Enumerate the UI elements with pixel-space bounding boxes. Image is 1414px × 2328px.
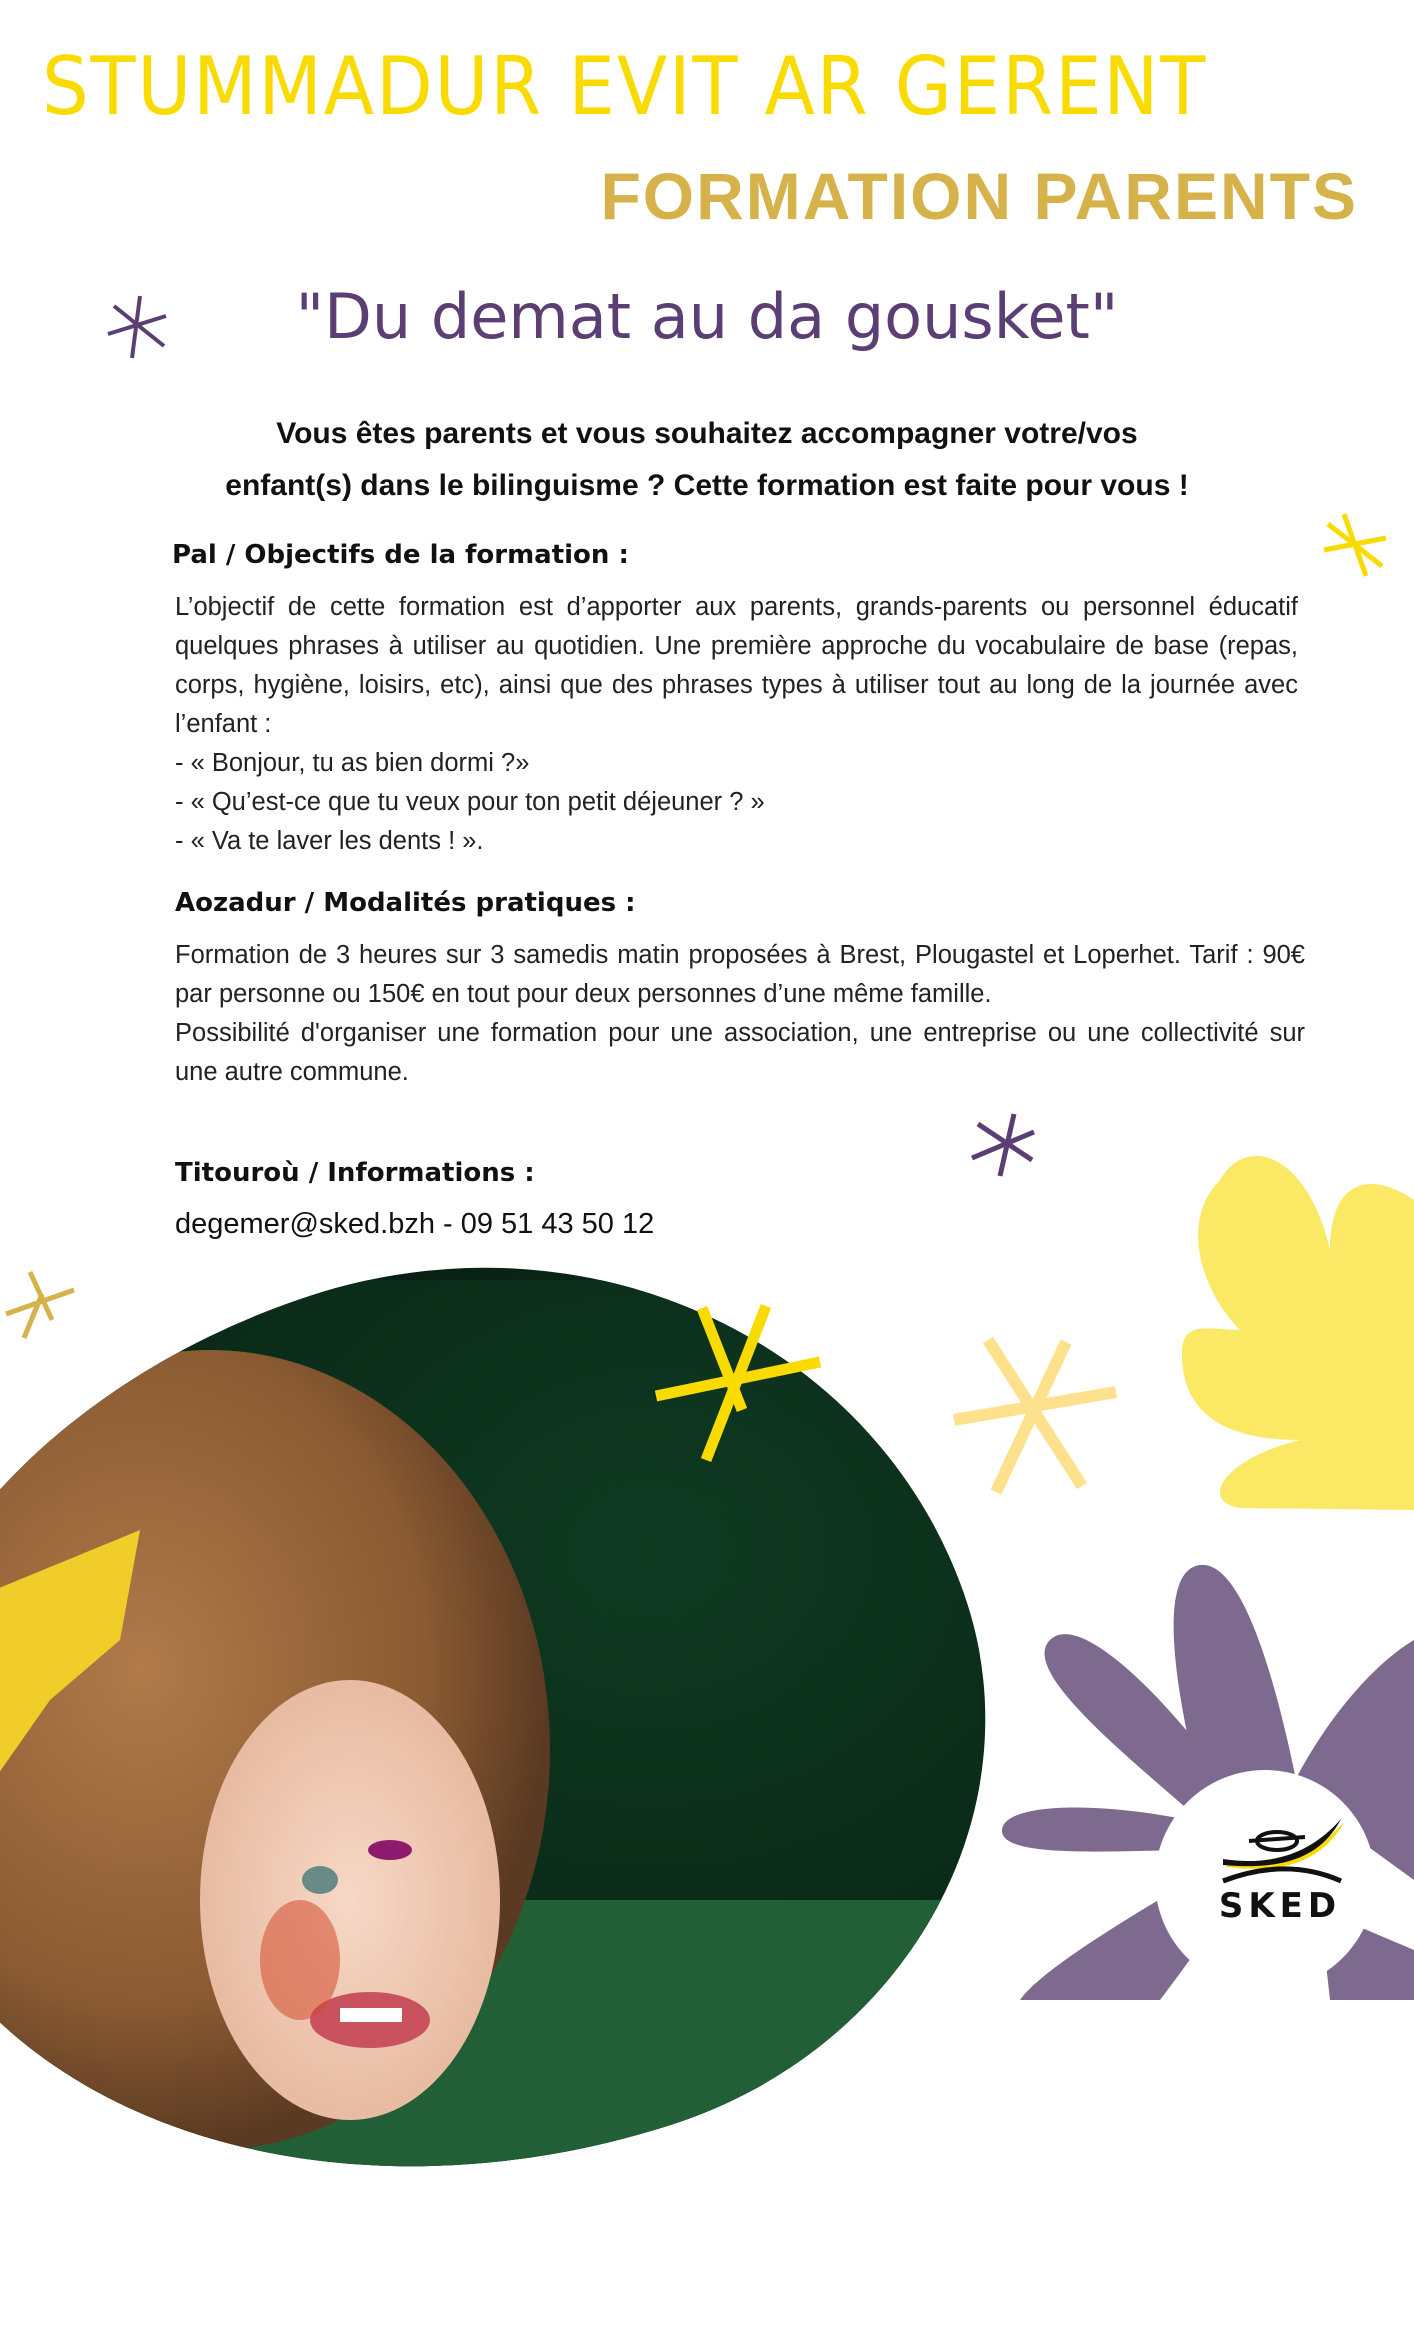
intro-line-1: Vous êtes parents et vous souhaitez accompagner votre/vos — [276, 417, 1138, 450]
practical-paragraph-2: Possibilité d'organiser une formation pour une association, une entreprise ou une collectivité sur une autre commune. — [175, 1019, 1305, 1086]
sked-logo-emblem — [1205, 1815, 1355, 1885]
intro-line-2: enfant(s) dans le bilinguisme ? Cette formation est faite pour vous ! — [225, 469, 1189, 502]
sked-logo-text: SKED — [1218, 1886, 1342, 1926]
sked-logo — [1205, 1815, 1355, 1935]
intro-text — [100, 408, 1314, 512]
example-phrase: - « Va te laver les dents ! ». — [175, 827, 484, 855]
asterisk-icon — [650, 1300, 830, 1470]
asterisk-icon — [1322, 512, 1388, 578]
contact-info[interactable]: degemer@sked.bzh - 09 51 43 50 12 — [175, 1208, 655, 1240]
slogan: "Du demat au da gousket" — [295, 280, 1119, 353]
asterisk-icon — [4, 1270, 76, 1340]
objectives-body — [175, 588, 1298, 861]
info-heading: Titouroù / Informations : — [175, 1158, 535, 1188]
photo-content — [0, 1280, 980, 2180]
child-photo — [0, 1132, 1092, 2328]
yellow-flower-shape — [1180, 1140, 1414, 1510]
asterisk-icon — [950, 1336, 1120, 1496]
example-phrase: - « Qu’est-ce que tu veux pour ton petit déjeuner ? » — [175, 788, 765, 816]
practical-paragraph-1: Formation de 3 heures sur 3 samedis matin proposées à Brest, Plougastel et Loperhet. Tarif : 90€ par personne ou 150€ en tout pour deux personnes d’une même famille. — [175, 941, 1305, 1008]
objectives-heading: Pal / Objectifs de la formation : — [172, 540, 629, 570]
example-phrase: - « Bonjour, tu as bien dormi ?» — [175, 749, 530, 777]
objectives-paragraph: L’objectif de cette formation est d’apporter aux parents, grands-parents ou personnel éducatif quelques phrases à utiliser au quotidien. Une première approche du vocabulaire de base (repas, corps, hygiène, loisirs, etc), ainsi que des phrases types à utiliser tout au long de la journée avec l’enfant : — [175, 593, 1298, 738]
asterisk-icon — [970, 1112, 1040, 1178]
practical-heading: Aozadur / Modalités pratiques : — [175, 888, 636, 918]
title-breton: STUMMADUR EVIT AR GERENT — [42, 40, 1208, 133]
title-french: FORMATION PARENTS — [600, 159, 1358, 233]
child-illustration — [0, 1280, 980, 2180]
practical-body — [175, 936, 1305, 1092]
